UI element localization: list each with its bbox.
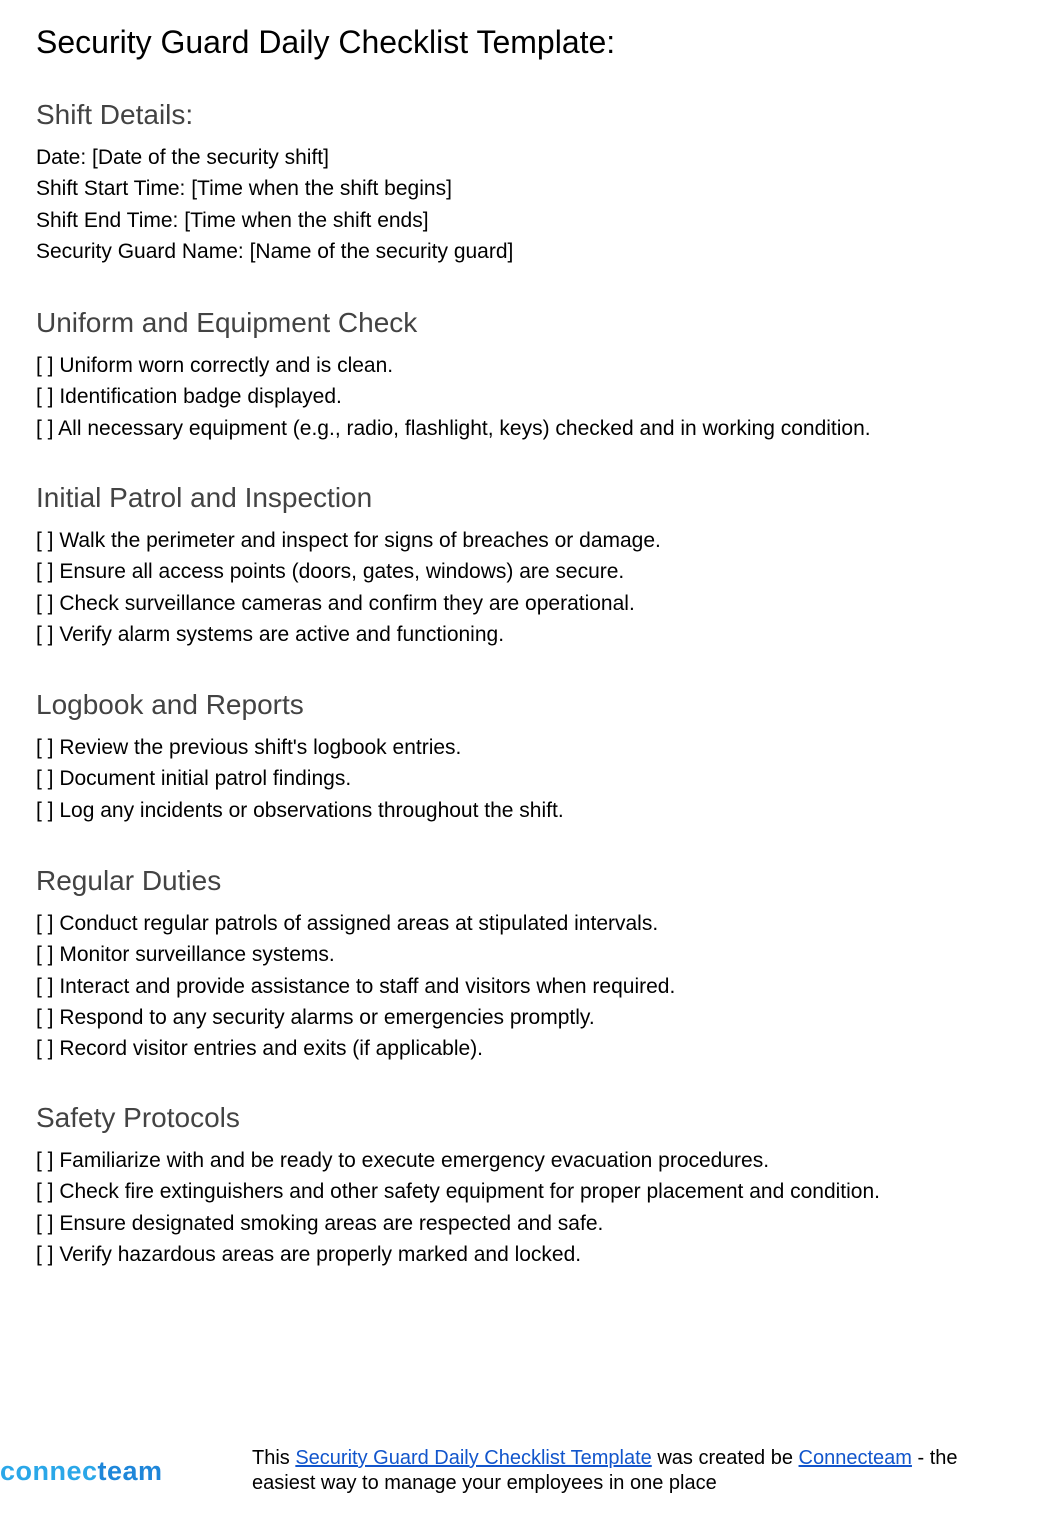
section-lines [36, 908, 675, 1064]
checklist-item: [ ] Ensure designated smoking areas are respected and safe. [36, 1211, 604, 1235]
section-safety-protocols [36, 1100, 880, 1270]
section-lines [36, 142, 513, 267]
text-line: Shift Start Time: [Time when the shift begins] [36, 177, 452, 201]
footer [0, 1440, 1048, 1500]
checklist-item: [ ] Monitor surveillance systems. [36, 943, 335, 967]
text-line: Security Guard Name: [Name of the security guard] [36, 239, 514, 263]
section-heading: Initial Patrol and Inspection [36, 482, 373, 513]
checklist-item: [ ] Verify alarm systems are active and functioning. [36, 622, 505, 646]
connecteam-link[interactable]: Connecteam [798, 1447, 912, 1469]
checklist-item: [ ] Identification badge displayed. [36, 385, 342, 409]
section-heading: Regular Duties [36, 865, 222, 896]
checklist-item: [ ] Uniform worn correctly and is clean. [36, 354, 394, 377]
checklist-item: [ ] Respond to any security alarms or emergencies promptly. [36, 1005, 595, 1029]
checklist-item: [ ] Familiarize with and be ready to execute emergency evacuation procedures. [36, 1149, 770, 1172]
section-uniform-equipment [36, 305, 871, 444]
footer-credit-text [252, 1446, 1022, 1496]
checklist-item: [ ] All necessary equipment (e.g., radio, flashlight, keys) checked and in working condition. [36, 416, 871, 440]
section-heading: Logbook and Reports [36, 689, 304, 720]
document-title: Security Guard Daily Checklist Template: [36, 24, 616, 60]
footer-text-suffix: - the easiest way to manage your employees in one place [252, 1447, 958, 1494]
footer-text-middle: was created be [651, 1447, 799, 1469]
checklist-item: [ ] Review the previous shift's logbook entries. [36, 736, 462, 759]
text-line: Date: [Date of the security shift] [36, 146, 329, 169]
section-initial-patrol [36, 480, 661, 650]
checklist-item: [ ] Record visitor entries and exits (if applicable). [36, 1037, 484, 1061]
logo-text-part1: connec [0, 1456, 98, 1486]
checklist-item: [ ] Walk the perimeter and inspect for signs of breaches or damage. [36, 529, 661, 552]
text-line: Shift End Time: [Time when the shift ends] [36, 208, 429, 232]
logo-text-part2: team [97, 1456, 163, 1486]
section-shift-details [36, 97, 513, 267]
section-lines [36, 1145, 880, 1270]
checklist-item: [ ] Log any incidents or observations throughout the shift. [36, 798, 564, 822]
connecteam-logo [0, 1454, 163, 1488]
section-lines [36, 525, 661, 650]
section-lines [36, 350, 871, 444]
checklist-item: [ ] Ensure all access points (doors, gates, windows) are secure. [36, 560, 625, 584]
section-heading: Safety Protocols [36, 1102, 240, 1133]
section-heading: Shift Details: [36, 99, 194, 130]
checklist-item: [ ] Interact and provide assistance to staff and visitors when required. [36, 974, 676, 998]
section-lines [36, 732, 564, 826]
template-link[interactable]: Security Guard Daily Checklist Template [295, 1447, 652, 1469]
footer-text-prefix: This [252, 1447, 296, 1469]
section-heading: Uniform and Equipment Check [36, 307, 418, 338]
section-logbook-reports [36, 687, 564, 826]
checklist-item: [ ] Check surveillance cameras and confirm they are operational. [36, 591, 635, 615]
section-regular-duties [36, 863, 675, 1064]
checklist-item: [ ] Verify hazardous areas are properly marked and locked. [36, 1242, 582, 1266]
checklist-item: [ ] Conduct regular patrols of assigned areas at stipulated intervals. [36, 912, 659, 935]
checklist-item: [ ] Check fire extinguishers and other safety equipment for proper placement and condition. [36, 1180, 880, 1204]
checklist-item: [ ] Document initial patrol findings. [36, 767, 352, 791]
